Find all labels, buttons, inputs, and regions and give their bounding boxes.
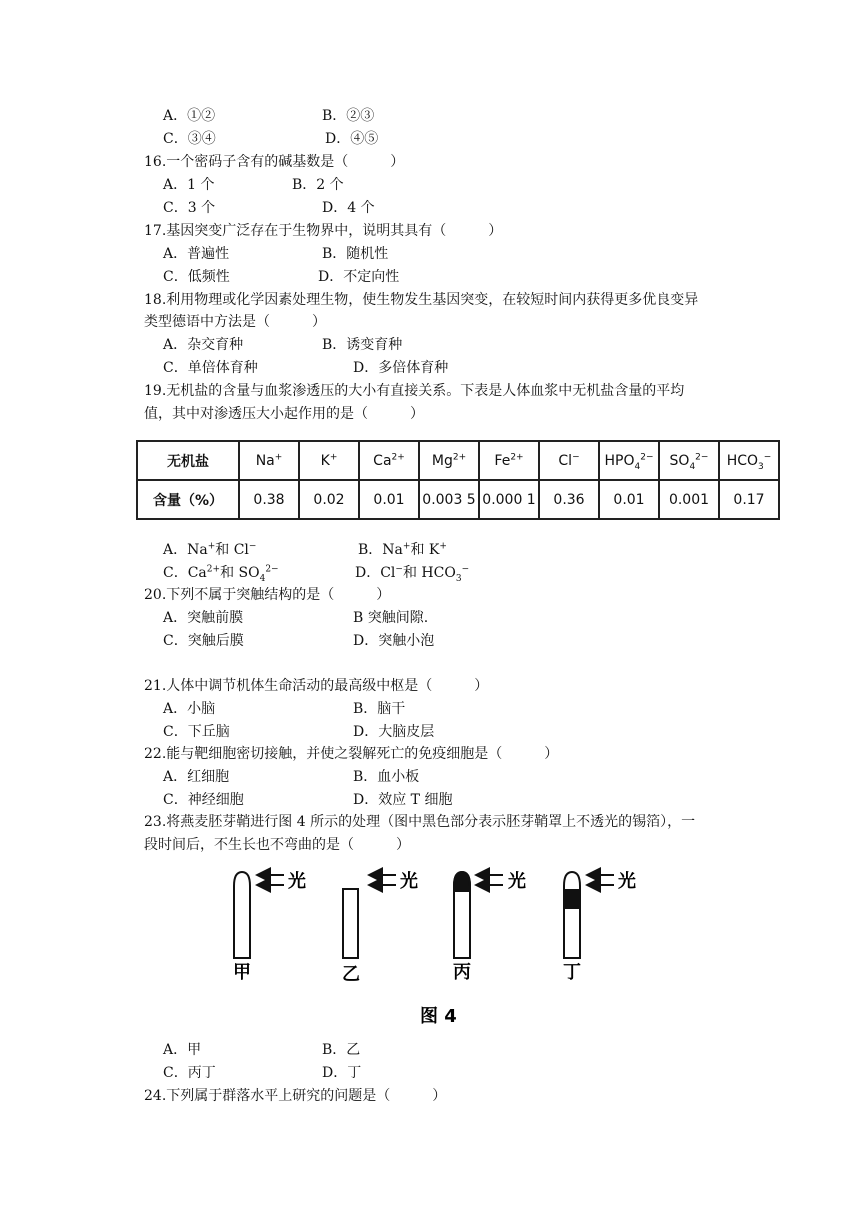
q16-option-a: A．1 个 [163, 177, 215, 193]
q18-option-c: C．单倍体育种 [163, 360, 258, 376]
value-cell: 0.001 [659, 480, 719, 519]
q19-option-c: C．$Ca^{2+}$和 $SO_4^{2-}$ [163, 564, 279, 584]
q15-option-b: B．②③ [322, 108, 375, 124]
ion-cell: $HPO_4^{2-}$ [599, 441, 659, 480]
inorganic-salt-table [136, 440, 780, 520]
ion-row [137, 441, 779, 480]
q20-stem: 20.下列不属于突触结构的是（ ） [144, 587, 391, 603]
label-yi: 乙 [342, 964, 360, 985]
label-ding: 丁 [563, 962, 581, 983]
q19-option-a: A．Na+和 Cl− [163, 541, 257, 558]
q15-option-a: A．①② [163, 108, 216, 124]
q16-option-c: C．3 个 [163, 200, 216, 216]
q23-option-b: B．乙 [322, 1042, 361, 1058]
q18-option-b: B．诱变育种 [322, 337, 403, 353]
q19-option-b: B．Na+和 K+ [358, 541, 447, 558]
q22-option-d: D．效应 T 细胞 [353, 792, 453, 808]
q20-option-a: A．突触前膜 [163, 610, 244, 626]
q21-option-b: B．脑干 [353, 701, 406, 717]
q24-stem: 24.下列属于群落水平上研究的问题是（ ） [144, 1088, 447, 1104]
light-arrows-yi [369, 875, 396, 885]
coleoptile-jia [234, 872, 250, 958]
ion-cell: $Mg^{2+}$ [419, 441, 479, 480]
q23-option-a: A．甲 [163, 1042, 202, 1058]
q18-option-d: D．多倍体育种 [353, 360, 449, 376]
coleoptile-yi [343, 889, 358, 958]
q17-option-a: A．普遍性 [163, 246, 230, 262]
q16-stem: 16.一个密码子含有的碱基数是（ ） [144, 154, 405, 170]
q15-option-d: D．④⑤ [325, 131, 379, 147]
light-label-yi: 光 [400, 871, 418, 892]
label-bing: 丙 [453, 962, 471, 983]
coleoptile-bing [454, 872, 470, 958]
q22-stem: 22.能与靶细胞密切接触，并使之裂解死亡的免疫细胞是（ ） [144, 746, 559, 762]
ion-cell: $Ca^{2+}$ [359, 441, 419, 480]
value-cell: 0.36 [539, 480, 599, 519]
foil-band [564, 889, 580, 909]
q20-option-d: D．突触小泡 [353, 633, 435, 649]
q23-stem-line2: 段时间后，不生长也不弯曲的是（ ） [144, 837, 410, 853]
coleoptile-ding [564, 872, 580, 958]
q17-stem: 17.基因突变广泛存在于生物界中，说明其具有（ ） [144, 223, 503, 239]
q17-option-d: D．不定向性 [318, 269, 400, 285]
q20-option-b: B 突触间隙. [353, 610, 429, 626]
ion-cell: $SO_4^{2-}$ [659, 441, 719, 480]
ion-cell: $Fe^{2+}$ [479, 441, 539, 480]
q18-stem-line2: 类型德语中方法是（ ） [144, 314, 326, 330]
q22-option-a: A．红细胞 [163, 769, 230, 785]
value-cell: 0.003 5 [419, 480, 479, 519]
q19-option-d: D．Cl−和 $HCO_3^-$ [355, 564, 470, 584]
q17-option-b: B．随机性 [322, 246, 389, 262]
value-cell: 0.01 [359, 480, 419, 519]
ion-cell: $HCO_3^-$ [719, 441, 779, 480]
ion-cell: Cl− [539, 441, 599, 480]
q21-stem: 21.人体中调节机体生命活动的最高级中枢是（ ） [144, 678, 489, 694]
q23-option-d: D．丁 [322, 1065, 362, 1081]
q21-option-a: A．小脑 [163, 701, 216, 717]
light-arrows-ding [587, 875, 614, 885]
q18-stem-line1: 18.利用物理或化学因素处理生物，使生物发生基因突变，在较短时间内获得更多优良变异 [144, 292, 699, 308]
q19-stem-line1: 19.无机盐的含量与血浆渗透压的大小有直接关系。下表是人体血浆中无机盐含量的平均 [144, 383, 685, 399]
q20-option-c: C．突触后膜 [163, 633, 244, 649]
q21-option-d: D．大脑皮层 [353, 724, 435, 740]
value-cell: 0.38 [239, 480, 299, 519]
q22-option-c: C．神经细胞 [163, 792, 244, 808]
foil-cap [454, 872, 470, 891]
label-jia: 甲 [233, 962, 251, 983]
q16-option-d: D．4 个 [322, 200, 375, 216]
content-row [137, 480, 779, 519]
light-arrows-jia [257, 875, 284, 885]
light-label-jia: 光 [288, 871, 306, 892]
q19-stem-line2: 值，其中对渗透压大小起作用的是（ ） [144, 406, 424, 422]
q22-option-b: B．血小板 [353, 769, 420, 785]
q16-option-b: B．2 个 [292, 177, 344, 193]
light-arrows-bing [476, 875, 503, 885]
q18-option-a: A．杂交育种 [163, 337, 244, 353]
ion-cell: K+ [299, 441, 359, 480]
table-header-content: 含量（%） [137, 480, 239, 519]
q15-option-c: C．③④ [163, 131, 216, 147]
q17-option-c: C．低频性 [163, 269, 230, 285]
value-cell: 0.02 [299, 480, 359, 519]
value-cell: 0.000 1 [479, 480, 539, 519]
ion-cell: Na+ [239, 441, 299, 480]
table-header-ion: 无机盐 [137, 441, 239, 480]
q21-option-c: C．下丘脑 [163, 724, 230, 740]
figure-4-coleoptiles [200, 858, 660, 1038]
value-cell: 0.17 [719, 480, 779, 519]
q23-stem-line1: 23.将燕麦胚芽鞘进行图 4 所示的处理（图中黑色部分表示胚芽鞘罩上不透光的锡箔），一 [144, 814, 696, 830]
q23-option-c: C．丙丁 [163, 1065, 216, 1081]
light-label-bing: 光 [508, 871, 526, 892]
figure-caption: 图 4 [420, 1006, 457, 1027]
light-label-ding: 光 [618, 871, 636, 892]
value-cell: 0.01 [599, 480, 659, 519]
